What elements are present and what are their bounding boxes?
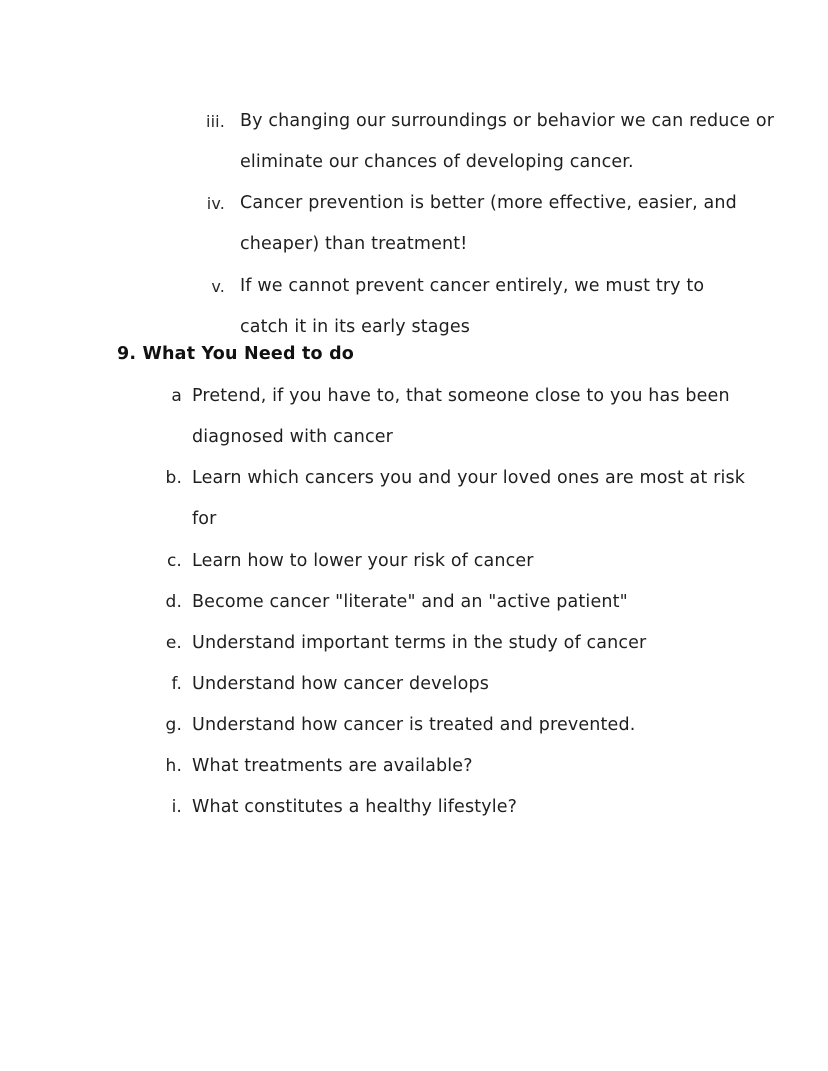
text-line: Understand how cancer develops [192, 674, 489, 694]
section-heading: 9. What You Need to do [117, 344, 355, 364]
list-item-text [192, 664, 752, 705]
list-item-text [192, 376, 752, 458]
text-line: diagnosed with cancer [192, 427, 394, 447]
text-line: Become cancer "literate" and an "active patient" [192, 592, 628, 612]
list-item-text [192, 746, 752, 787]
list-item-text [192, 623, 752, 664]
list-item-text [240, 101, 775, 183]
text-line: for [192, 509, 217, 529]
text-line: eliminate our chances of developing cancer. [240, 152, 634, 172]
list-marker: i. [171, 797, 182, 817]
text-line: Understand important terms in the study of cancer [192, 633, 647, 653]
list-marker: b. [165, 468, 182, 488]
text-line: What constitutes a healthy lifestyle? [192, 797, 518, 817]
text-line: cheaper) than treatment! [240, 234, 468, 254]
list-item-text [192, 787, 752, 828]
list-marker: d. [165, 592, 182, 612]
text-line: If we cannot prevent cancer entirely, we must try to [240, 276, 705, 296]
list-marker: iv. [206, 194, 225, 213]
text-line: Understand how cancer is treated and prevented. [192, 715, 636, 735]
text-line: By changing our surroundings or behavior we can reduce or [240, 111, 775, 131]
list-item-text [192, 705, 752, 746]
text-line: Learn which cancers you and your loved ones are most at risk [192, 468, 746, 488]
list-marker: g. [165, 715, 182, 735]
list-item-text [192, 541, 752, 582]
text-line: Learn how to lower your risk of cancer [192, 551, 534, 571]
text-line: Cancer prevention is better (more effective, easier, and [240, 193, 737, 213]
text-line: Pretend, if you have to, that someone close to you has been [192, 386, 730, 406]
list-marker: c. [166, 551, 182, 571]
list-item-text [240, 183, 740, 265]
list-marker: h. [165, 756, 182, 776]
list-marker: f. [171, 674, 182, 694]
list-marker: e. [165, 633, 182, 653]
list-item-text [192, 582, 752, 623]
list-item-text [192, 458, 752, 540]
list-marker: v. [211, 277, 225, 296]
text-line: What treatments are available? [192, 756, 473, 776]
list-marker: iii. [205, 112, 225, 131]
list-marker: a [171, 386, 182, 406]
text-line: catch it in its early stages [240, 317, 471, 337]
list-item-text [240, 266, 740, 348]
